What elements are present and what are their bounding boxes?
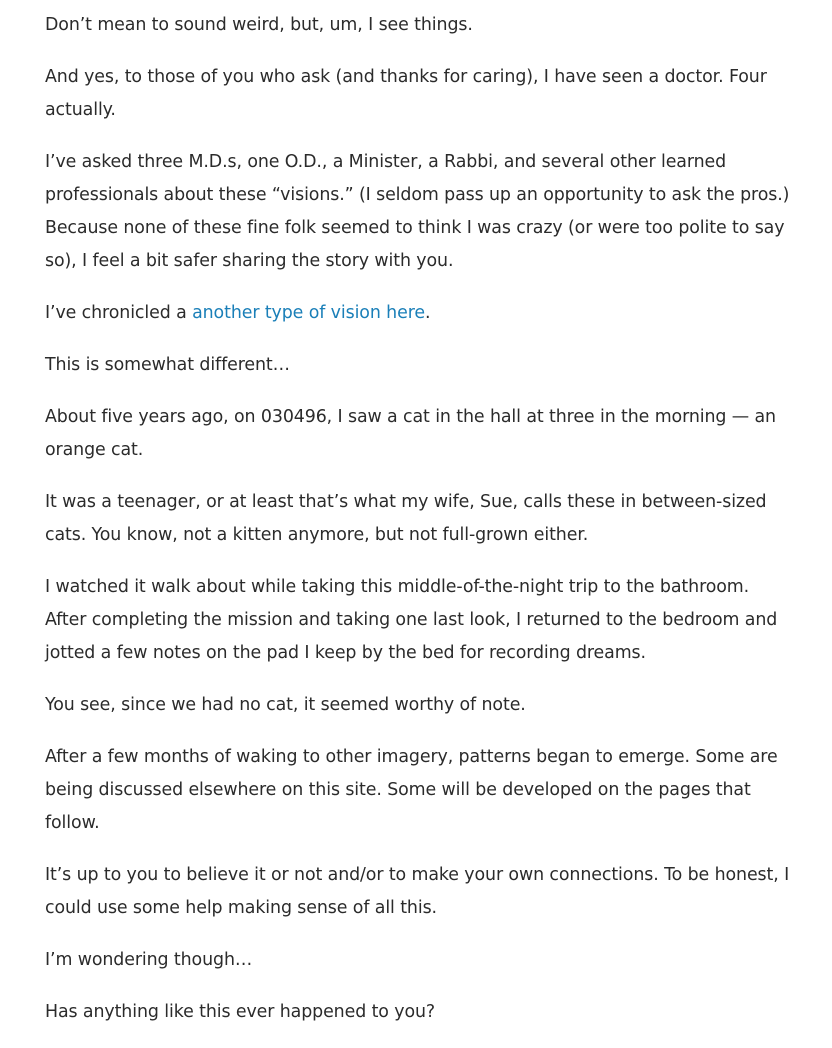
paragraph-patterns: After a few months of waking to other imagery, patterns began to emerge. Some are being discussed elsewhere on this site. Some will be developed on the pages that follow. bbox=[45, 747, 778, 833]
paragraph-chronicled bbox=[45, 297, 795, 330]
article-body bbox=[45, 9, 795, 1048]
paragraph-intro: Don’t mean to sound weird, but, um, I see things. bbox=[45, 15, 473, 35]
paragraph-teenager: It was a teenager, or at least that’s what my wife, Sue, calls these in between-sized cats. You know, not a kitten anymore, but not full-grown either. bbox=[45, 492, 767, 545]
chronicled-suffix: . bbox=[424, 303, 431, 323]
paragraph-believe: It’s up to you to believe it or not and/or to make your own connections. To be honest, I could use some help making sense of all this. bbox=[45, 865, 790, 918]
paragraph-no-cat: You see, since we had no cat, it seemed worthy of note. bbox=[45, 695, 526, 715]
paragraph-professionals: I’ve asked three M.D.s, one O.D., a Minister, a Rabbi, and several other learned professionals about these “visions.” (I seldom pass up an opportunity to ask the pros.) Because none of these fine folk seemed to think I was crazy (or were too polite to say so), I feel a bit safer sharing the story with you. bbox=[45, 152, 790, 271]
paragraph-orange-cat: About five years ago, on 030496, I saw a cat in the hall at three in the morning — an orange cat. bbox=[45, 407, 776, 460]
paragraph-question: Has anything like this ever happened to you? bbox=[45, 1002, 436, 1022]
vision-link[interactable]: another type of vision here bbox=[192, 303, 425, 323]
paragraph-doctor: And yes, to those of you who ask (and thanks for caring), I have seen a doctor. Four actually. bbox=[45, 67, 767, 120]
paragraph-wondering: I’m wondering though… bbox=[45, 950, 253, 970]
paragraph-bathroom: I watched it walk about while taking this middle-of-the-night trip to the bathroom. After completing the mission and taking one last look, I returned to the bedroom and jotted a few notes on the pad I keep by the bed for recording dreams. bbox=[45, 577, 778, 663]
paragraph-different: This is somewhat different… bbox=[45, 355, 290, 375]
chronicled-prefix: I’ve chronicled a bbox=[45, 303, 193, 323]
